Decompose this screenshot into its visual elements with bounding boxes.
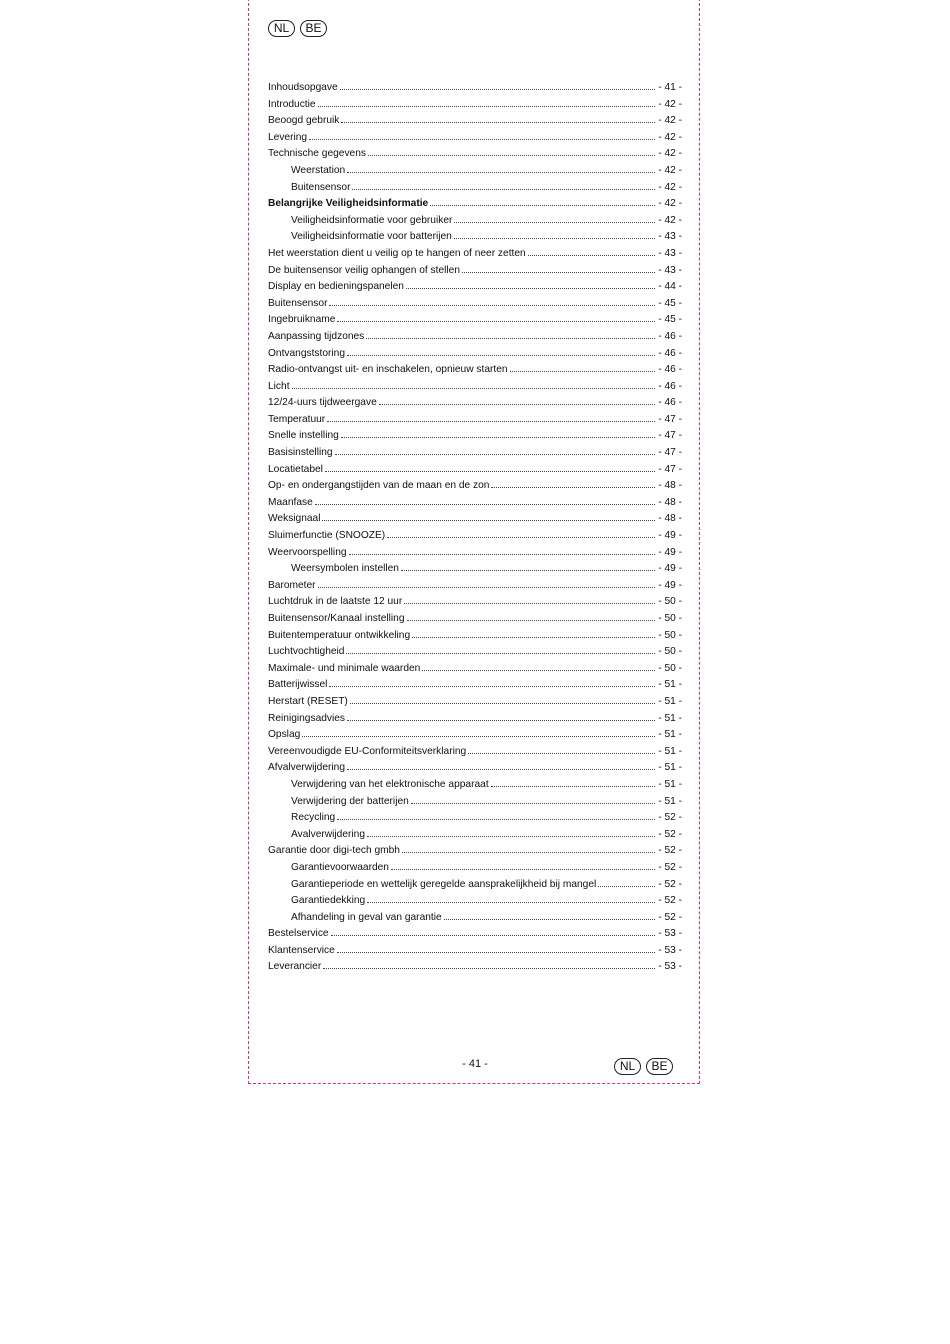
toc-entry-title: Weervoorspelling <box>268 546 347 558</box>
toc-dot-leader <box>302 736 655 737</box>
toc-dot-leader <box>412 637 655 638</box>
toc-entry-title: Maximale- und minimale waarden <box>268 662 421 674</box>
toc-entry-page: - 51 - <box>658 695 682 707</box>
toc-entry[interactable] <box>268 97 682 114</box>
toc-entry-page: - 51 - <box>658 729 682 741</box>
toc-entry-title: Ingebruikname <box>268 314 336 326</box>
toc-dot-leader <box>462 272 655 273</box>
toc-entry-page: - 47 - <box>658 447 682 459</box>
toc-entry-title: Barometer <box>268 579 316 591</box>
language-badges-top <box>268 20 327 37</box>
toc-entry-title: Vereenvoudigde EU-Conformiteitsverklaring <box>268 745 467 757</box>
toc-dot-leader <box>406 288 655 289</box>
toc-entry[interactable] <box>268 578 682 595</box>
toc-entry-page: - 42 - <box>658 181 682 193</box>
toc-dot-leader <box>367 902 655 903</box>
toc-entry-page: - 42 - <box>658 214 682 226</box>
toc-entry-title: Inhoudsopgave <box>268 82 338 93</box>
language-badge-nl: NL <box>614 1058 641 1075</box>
toc-entry-page: - 48 - <box>658 513 682 525</box>
toc-entry-title: Reinigingsadvies <box>268 712 346 724</box>
toc-entry-page: - 52 - <box>658 861 682 873</box>
toc-entry[interactable] <box>268 711 682 728</box>
toc-entry[interactable] <box>268 561 682 578</box>
toc-dot-leader <box>379 404 655 405</box>
language-badge-nl: NL <box>268 20 295 37</box>
toc-entry-title: Verwijdering van het elektronische apparaat <box>291 778 489 790</box>
toc-entry[interactable] <box>268 843 682 860</box>
toc-entry[interactable] <box>268 893 682 910</box>
toc-dot-leader <box>598 886 655 887</box>
language-badges-bottom <box>614 1058 673 1075</box>
toc-entry-title: Ontvangststoring <box>268 347 346 359</box>
toc-entry-page: - 49 - <box>658 579 682 591</box>
toc-entry-title: Belangrijke Veiligheidsinformatie <box>268 198 429 210</box>
toc-entry-title: Weksignaal <box>268 513 321 525</box>
toc-entry-title: Aanpassing tijdzones <box>268 330 365 342</box>
toc-entry-page: - 46 - <box>658 397 682 409</box>
toc-entry-page: - 50 - <box>658 646 682 658</box>
toc-entry-title: Garantievoorwaarden <box>291 861 389 873</box>
toc-entry-title: Introductie <box>268 98 316 110</box>
toc-entry-title: Avalverwijdering <box>291 828 365 840</box>
toc-entry[interactable] <box>268 312 682 329</box>
toc-entry-title: Buitensensor <box>291 181 351 193</box>
toc-entry[interactable] <box>268 229 682 246</box>
toc-dot-leader <box>347 769 655 770</box>
toc-entry-title: Klantenservice <box>268 944 335 956</box>
toc-entry-title: Bestelservice <box>268 928 329 940</box>
toc-dot-leader <box>346 653 655 654</box>
toc-entry-title: Op- en ondergangstijden van de maan en de zon <box>268 480 490 492</box>
toc-entry-page: - 51 - <box>658 712 682 724</box>
toc-entry[interactable] <box>268 744 682 761</box>
toc-dot-leader <box>331 935 656 936</box>
toc-entry[interactable] <box>268 677 682 694</box>
toc-dot-leader <box>411 803 655 804</box>
toc-dot-leader <box>366 338 655 339</box>
toc-dot-leader <box>335 454 656 455</box>
toc-entry-title: Veiligheidsinformatie voor gebruiker <box>291 214 453 226</box>
toc-entry-page: - 52 - <box>658 878 682 890</box>
toc-entry[interactable] <box>268 113 682 130</box>
language-badge-be: BE <box>646 1058 673 1075</box>
toc-entry-page: - 45 - <box>658 314 682 326</box>
toc-dot-leader <box>454 222 655 223</box>
toc-entry-title: Buitensensor <box>268 297 328 309</box>
toc-entry-page: - 52 - <box>658 828 682 840</box>
toc-entry-page: - 52 - <box>658 911 682 923</box>
toc-entry-page: - 47 - <box>658 413 682 425</box>
toc-entry[interactable] <box>268 180 682 197</box>
toc-entry[interactable] <box>268 545 682 562</box>
page-number: - 41 - <box>462 1058 488 1070</box>
toc-entry-title: Basisinstelling <box>268 447 333 459</box>
toc-entry-page: - 42 - <box>658 198 682 210</box>
toc-entry-title: Weersymbolen instellen <box>291 563 399 575</box>
toc-dot-leader <box>325 471 655 472</box>
toc-entry-title: Garantiedekking <box>291 895 366 907</box>
toc-entry-page: - 49 - <box>658 563 682 575</box>
toc-dot-leader <box>315 504 655 505</box>
toc-entry[interactable] <box>268 263 682 280</box>
toc-entry-page: - 42 - <box>658 98 682 110</box>
toc-dot-leader <box>329 305 655 306</box>
toc-entry[interactable] <box>268 445 682 462</box>
toc-dot-leader <box>404 603 655 604</box>
toc-entry-title: 12/24-uurs tijdweergave <box>268 397 377 409</box>
toc-entry-page: - 46 - <box>658 380 682 392</box>
toc-dot-leader <box>402 852 655 853</box>
toc-entry[interactable] <box>268 727 682 744</box>
toc-entry-title: Recycling <box>291 812 336 824</box>
toc-entry-title: Locatietabel <box>268 463 323 475</box>
toc-entry-page: - 51 - <box>658 795 682 807</box>
toc-entry[interactable] <box>268 362 682 379</box>
toc-dot-leader <box>337 819 655 820</box>
toc-entry[interactable] <box>268 495 682 512</box>
toc-entry[interactable] <box>268 346 682 363</box>
toc-entry-page: - 49 - <box>658 546 682 558</box>
toc-entry-page: - 42 - <box>658 115 682 127</box>
toc-entry[interactable] <box>268 777 682 794</box>
toc-entry-title: Veiligheidsinformatie voor batterijen <box>291 231 452 243</box>
toc-dot-leader <box>347 172 655 173</box>
toc-entry-title: Licht <box>268 380 290 392</box>
toc-entry-title: Radio-ontvangst uit- en inschakelen, opnieuw starten <box>268 364 508 376</box>
toc-entry-title: Weerstation <box>291 164 346 176</box>
toc-entry-title: Het weerstation dient u veilig op te hangen of neer zetten <box>268 247 526 259</box>
toc-entry[interactable] <box>268 462 682 479</box>
toc-entry[interactable] <box>268 827 682 844</box>
toc-dot-leader <box>387 537 655 538</box>
toc-entry-title: Sluimerfunctie (SNOOZE) <box>268 530 386 542</box>
toc-entry-page: - 42 - <box>658 164 682 176</box>
toc-dot-leader <box>352 189 655 190</box>
toc-dot-leader <box>329 686 655 687</box>
toc-dot-leader <box>349 554 656 555</box>
toc-entry[interactable] <box>268 810 682 827</box>
toc-entry-page: - 50 - <box>658 613 682 624</box>
toc-dot-leader <box>368 155 655 156</box>
toc-entry[interactable] <box>268 130 682 147</box>
toc-entry-page: - 45 - <box>658 297 682 309</box>
toc-entry-title: Batterijwissel <box>268 679 328 691</box>
toc-entry[interactable] <box>268 877 682 894</box>
toc-entry-page: - 48 - <box>658 496 682 508</box>
toc-dot-leader <box>491 487 655 488</box>
toc-dot-leader <box>367 836 655 837</box>
toc-entry-title: Temperatuur <box>268 413 326 425</box>
toc-dot-leader <box>292 388 656 389</box>
toc-entry-title: Verwijdering der batterijen <box>291 795 409 807</box>
toc-entry-title: Leverancier <box>268 961 322 973</box>
toc-dot-leader <box>407 620 656 621</box>
toc-entry-page: - 50 - <box>658 629 682 641</box>
toc-dot-leader <box>422 670 655 671</box>
toc-dot-leader <box>347 720 655 721</box>
toc-entry[interactable] <box>268 959 682 976</box>
toc-dot-leader <box>322 520 655 521</box>
toc-entry[interactable] <box>268 644 682 661</box>
toc-dot-leader <box>341 437 655 438</box>
toc-entry-title: Beoogd gebruik <box>268 115 340 127</box>
toc-entry[interactable] <box>268 926 682 943</box>
toc-entry[interactable] <box>268 379 682 396</box>
toc-dot-leader <box>341 122 655 123</box>
toc-entry[interactable] <box>268 628 682 645</box>
toc-entry-page: - 44 - <box>658 281 682 293</box>
toc-entry-title: Opslag <box>268 729 301 741</box>
toc-dot-leader <box>391 869 655 870</box>
toc-entry[interactable] <box>268 296 682 313</box>
toc-dot-leader <box>309 139 655 140</box>
toc-dot-leader <box>347 355 655 356</box>
toc-entry-page: - 51 - <box>658 679 682 691</box>
toc-entry-page: - 43 - <box>658 247 682 259</box>
toc-dot-leader <box>528 255 656 256</box>
toc-entry[interactable] <box>268 163 682 180</box>
toc-entry[interactable] <box>268 594 682 611</box>
toc-entry-title: Technische gegevens <box>268 148 366 160</box>
toc-entry-page: - 43 - <box>658 264 682 276</box>
toc-dot-leader <box>350 703 655 704</box>
toc-entry[interactable] <box>268 528 682 545</box>
toc-entry[interactable] <box>268 196 682 213</box>
toc-dot-leader <box>468 753 655 754</box>
toc-entry-title: Maanfase <box>268 496 313 508</box>
toc-entry[interactable] <box>268 943 682 960</box>
toc-dot-leader <box>401 570 655 571</box>
toc-entry-page: - 46 - <box>658 364 682 376</box>
toc-dot-leader <box>340 89 656 90</box>
toc-entry-page: - 52 - <box>658 812 682 824</box>
toc-entry-title: Afhandeling in geval van garantie <box>291 911 442 923</box>
toc-entry[interactable] <box>268 213 682 230</box>
toc-entry[interactable] <box>268 146 682 163</box>
toc-dot-leader <box>337 952 655 953</box>
toc-entry-title: Garantie door digi-tech gmbh <box>268 845 400 857</box>
toc-entry[interactable] <box>268 80 682 97</box>
table-of-contents <box>268 80 682 976</box>
toc-entry[interactable] <box>268 661 682 678</box>
toc-dot-leader <box>491 786 656 787</box>
toc-entry-page: - 53 - <box>658 944 682 956</box>
toc-dot-leader <box>430 205 655 206</box>
toc-entry-page: - 42 - <box>658 148 682 160</box>
toc-dot-leader <box>444 919 656 920</box>
toc-entry-page: - 50 - <box>658 662 682 674</box>
toc-dot-leader <box>318 106 656 107</box>
toc-entry-page: - 52 - <box>658 895 682 907</box>
toc-entry-page: - 52 - <box>658 845 682 857</box>
toc-entry[interactable] <box>268 412 682 429</box>
toc-entry-title: De buitensensor veilig ophangen of stellen <box>268 264 460 276</box>
toc-dot-leader <box>327 421 655 422</box>
toc-dot-leader <box>454 238 655 239</box>
toc-dot-leader <box>323 968 655 969</box>
toc-entry[interactable] <box>268 760 682 777</box>
toc-entry[interactable] <box>268 279 682 296</box>
toc-dot-leader <box>318 587 656 588</box>
toc-entry-title: Herstart (RESET) <box>268 695 348 707</box>
toc-entry[interactable] <box>268 611 682 628</box>
toc-entry[interactable] <box>268 511 682 528</box>
toc-entry[interactable] <box>268 246 682 263</box>
toc-entry-page: - 46 - <box>658 347 682 359</box>
toc-entry-title: Garantieperiode en wettelijk geregelde aansprakelijkheid bij mangel <box>291 878 597 890</box>
toc-entry-title: Buitentemperatuur ontwikkeling <box>268 629 411 641</box>
toc-dot-leader <box>510 371 656 372</box>
toc-entry-page: - 51 - <box>658 762 682 774</box>
toc-entry-page: - 49 - <box>658 530 682 542</box>
toc-entry[interactable] <box>268 860 682 877</box>
toc-entry-page: - 50 - <box>658 596 682 608</box>
toc-entry[interactable] <box>268 428 682 445</box>
toc-entry-page: - 51 - <box>658 745 682 757</box>
toc-entry-title: Luchtdruk in de laatste 12 uur <box>268 596 403 608</box>
toc-entry[interactable] <box>268 694 682 711</box>
toc-entry-page: - 43 - <box>658 231 682 243</box>
toc-entry-title: Levering <box>268 131 308 143</box>
toc-entry-page: - 42 - <box>658 131 682 143</box>
language-badge-be: BE <box>300 20 327 37</box>
toc-entry-page: - 48 - <box>658 480 682 492</box>
toc-entry[interactable] <box>268 478 682 495</box>
toc-entry[interactable] <box>268 910 682 927</box>
toc-entry-title: Buitensensor/Kanaal instelling <box>268 613 405 624</box>
toc-entry[interactable] <box>268 794 682 811</box>
toc-dot-leader <box>337 321 655 322</box>
toc-entry-page: - 47 - <box>658 430 682 442</box>
toc-entry-title: Afvalverwijdering <box>268 762 346 774</box>
toc-entry-page: - 51 - <box>658 778 682 790</box>
toc-entry-title: Luchtvochtigheid <box>268 646 345 658</box>
toc-entry-page: - 46 - <box>658 330 682 342</box>
toc-entry-page: - 47 - <box>658 463 682 475</box>
toc-entry[interactable] <box>268 395 682 412</box>
toc-entry[interactable] <box>268 329 682 346</box>
toc-entry-title: Snelle instelling <box>268 430 339 442</box>
toc-entry-page: - 41 - <box>658 82 682 93</box>
toc-entry-page: - 53 - <box>658 928 682 940</box>
toc-entry-title: Display en bedieningspanelen <box>268 281 404 293</box>
toc-entry-page: - 53 - <box>658 961 682 973</box>
